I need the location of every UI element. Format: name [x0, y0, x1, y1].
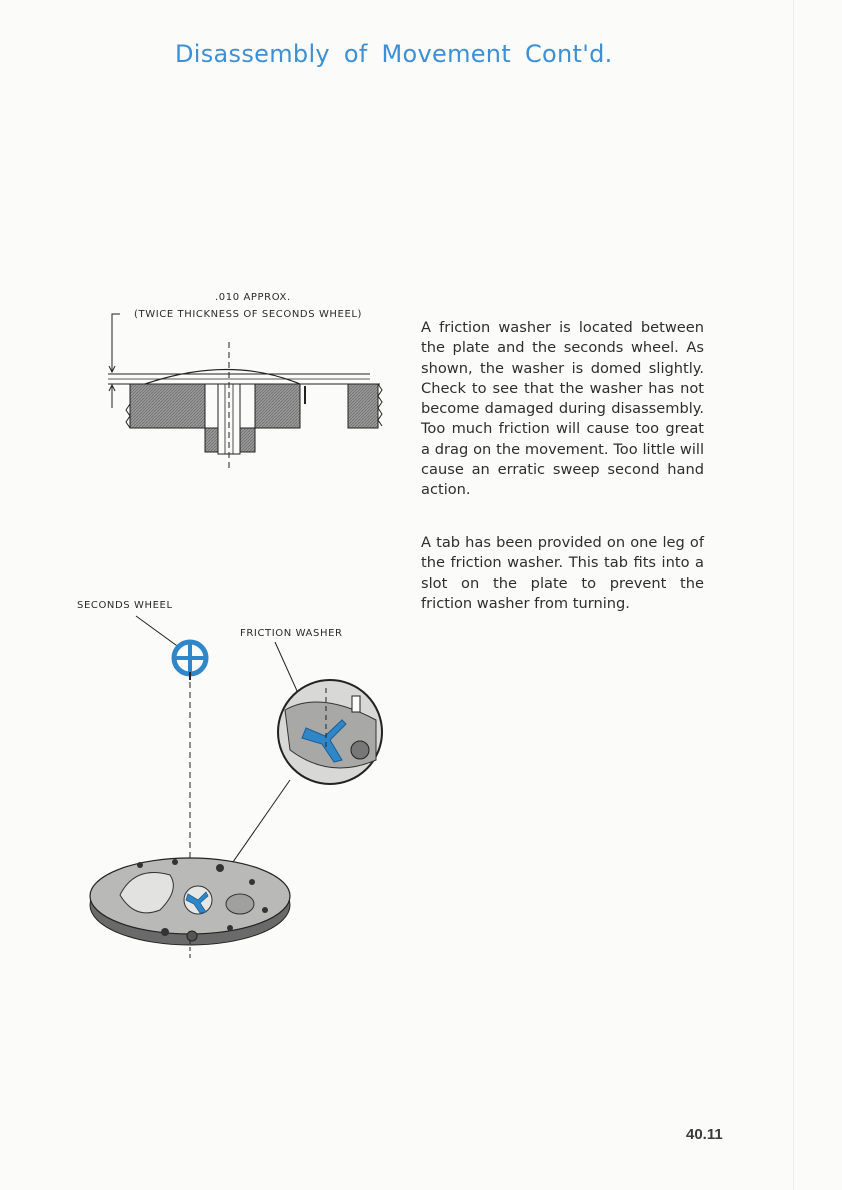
paragraph-tab: A tab has been provided on one leg of the friction washer. This tab fits into a slot on the plate to prevent the friction washer from turning.	[421, 534, 704, 612]
seconds-wheel-label: SECONDS WHEEL	[77, 600, 173, 611]
page-title: Disassembly of Movement Cont'd.	[175, 40, 613, 68]
seconds-wheel-part	[174, 642, 206, 680]
page-edge-line	[793, 0, 794, 1190]
paragraph-friction-washer: A friction washer is located between the plate and the seconds wheel. As shown, the washer is domed slightly. Check to see that the washer has not become damaged during disassembly. Too much friction will cause too great a drag on the movement. Too little will cause an erratic sweep second hand action.	[421, 319, 704, 499]
thickness-note-label: (TWICE THICKNESS OF SECONDS WHEEL)	[134, 309, 363, 320]
friction-washer-label: FRICTION WASHER	[240, 628, 343, 639]
exploded-view-figure	[80, 610, 400, 970]
measure-label: .010 APPROX.	[215, 292, 291, 303]
page-number: 40.11	[686, 1126, 723, 1143]
